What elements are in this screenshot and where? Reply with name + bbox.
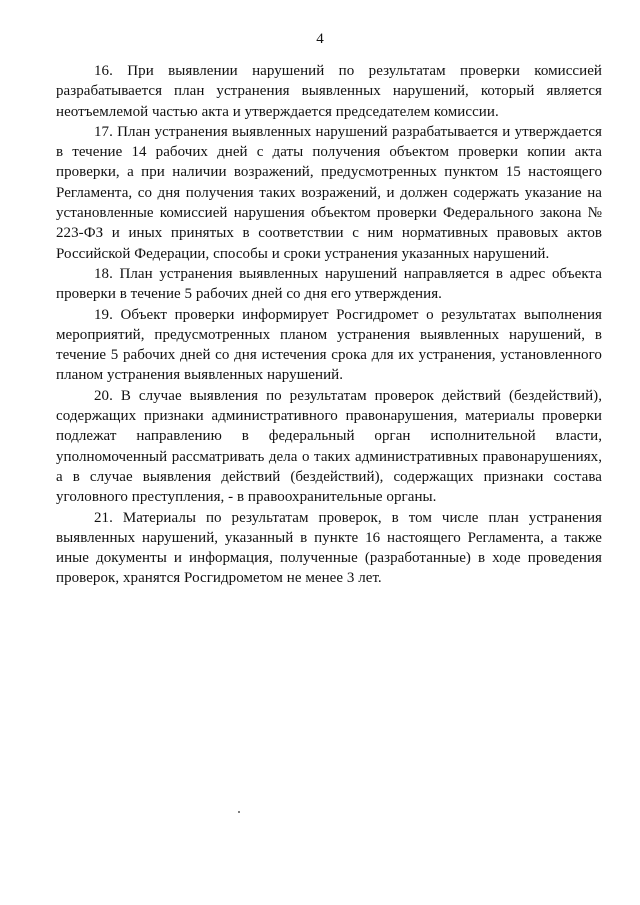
paragraph-20: 20. В случае выявления по результатам проверок действий (бездействий), содержащих признаки административного правонарушения, материалы проверки подлежат направлению в федеральный орган исполнительной власти, уполномоченный рассматривать дела о таких административных правонарушениях, а в случае выявления действий (бездействий), содержащих признаки состава уголовного преступления, - в правоохранительные органы. <box>56 387 602 506</box>
paragraph-18: 18. План устранения выявленных нарушений направляется в адрес объекта проверки в течение 5 рабочих дней со дня его утверждения. <box>56 265 602 303</box>
paragraph-17: 17. План устранения выявленных нарушений разрабатывается и утверждается в течение 14 рабочих дней с даты получения объектом проверки копии акта проверки, а при наличии возражений, предусмотренных пунктом 15 настоящего Регламента, со дня получения таких возражений, и должен содержать указание на установленные комиссией нарушения объектом проверки Федерального закона № 223-ФЗ и иных принятых в соответствии с ним нормативных правовых актов Российской Федерации, способы и сроки устранения указанных нарушений. <box>56 123 602 262</box>
paragraph-19: 19. Объект проверки информирует Росгидромет о результатах выполнения мероприятий, предусмотренных планом устранения выявленных нарушений, в течение 5 рабочих дней со дня истечения срока для их устранения, установленного планом устранения выявленных нарушений. <box>56 306 602 384</box>
document-body <box>56 61 602 589</box>
paragraph-16: 16. При выявлении нарушений по результатам проверки комиссией разрабатывается план устранения выявленных нарушений, который является неотъемлемой частью акта и утверждается председателем комиссии. <box>56 63 602 120</box>
scan-speck <box>238 811 240 813</box>
page-number: 4 <box>316 31 324 47</box>
paragraph-21: 21. Материалы по результатам проверок, в том числе план устранения выявленных нарушений, указанный в пункте 16 настоящего Регламента, а также иные документы и информация, полученные (разработанные) в ходе проведения проверок, хранятся Росгидрометом не менее 3 лет. <box>56 509 602 587</box>
